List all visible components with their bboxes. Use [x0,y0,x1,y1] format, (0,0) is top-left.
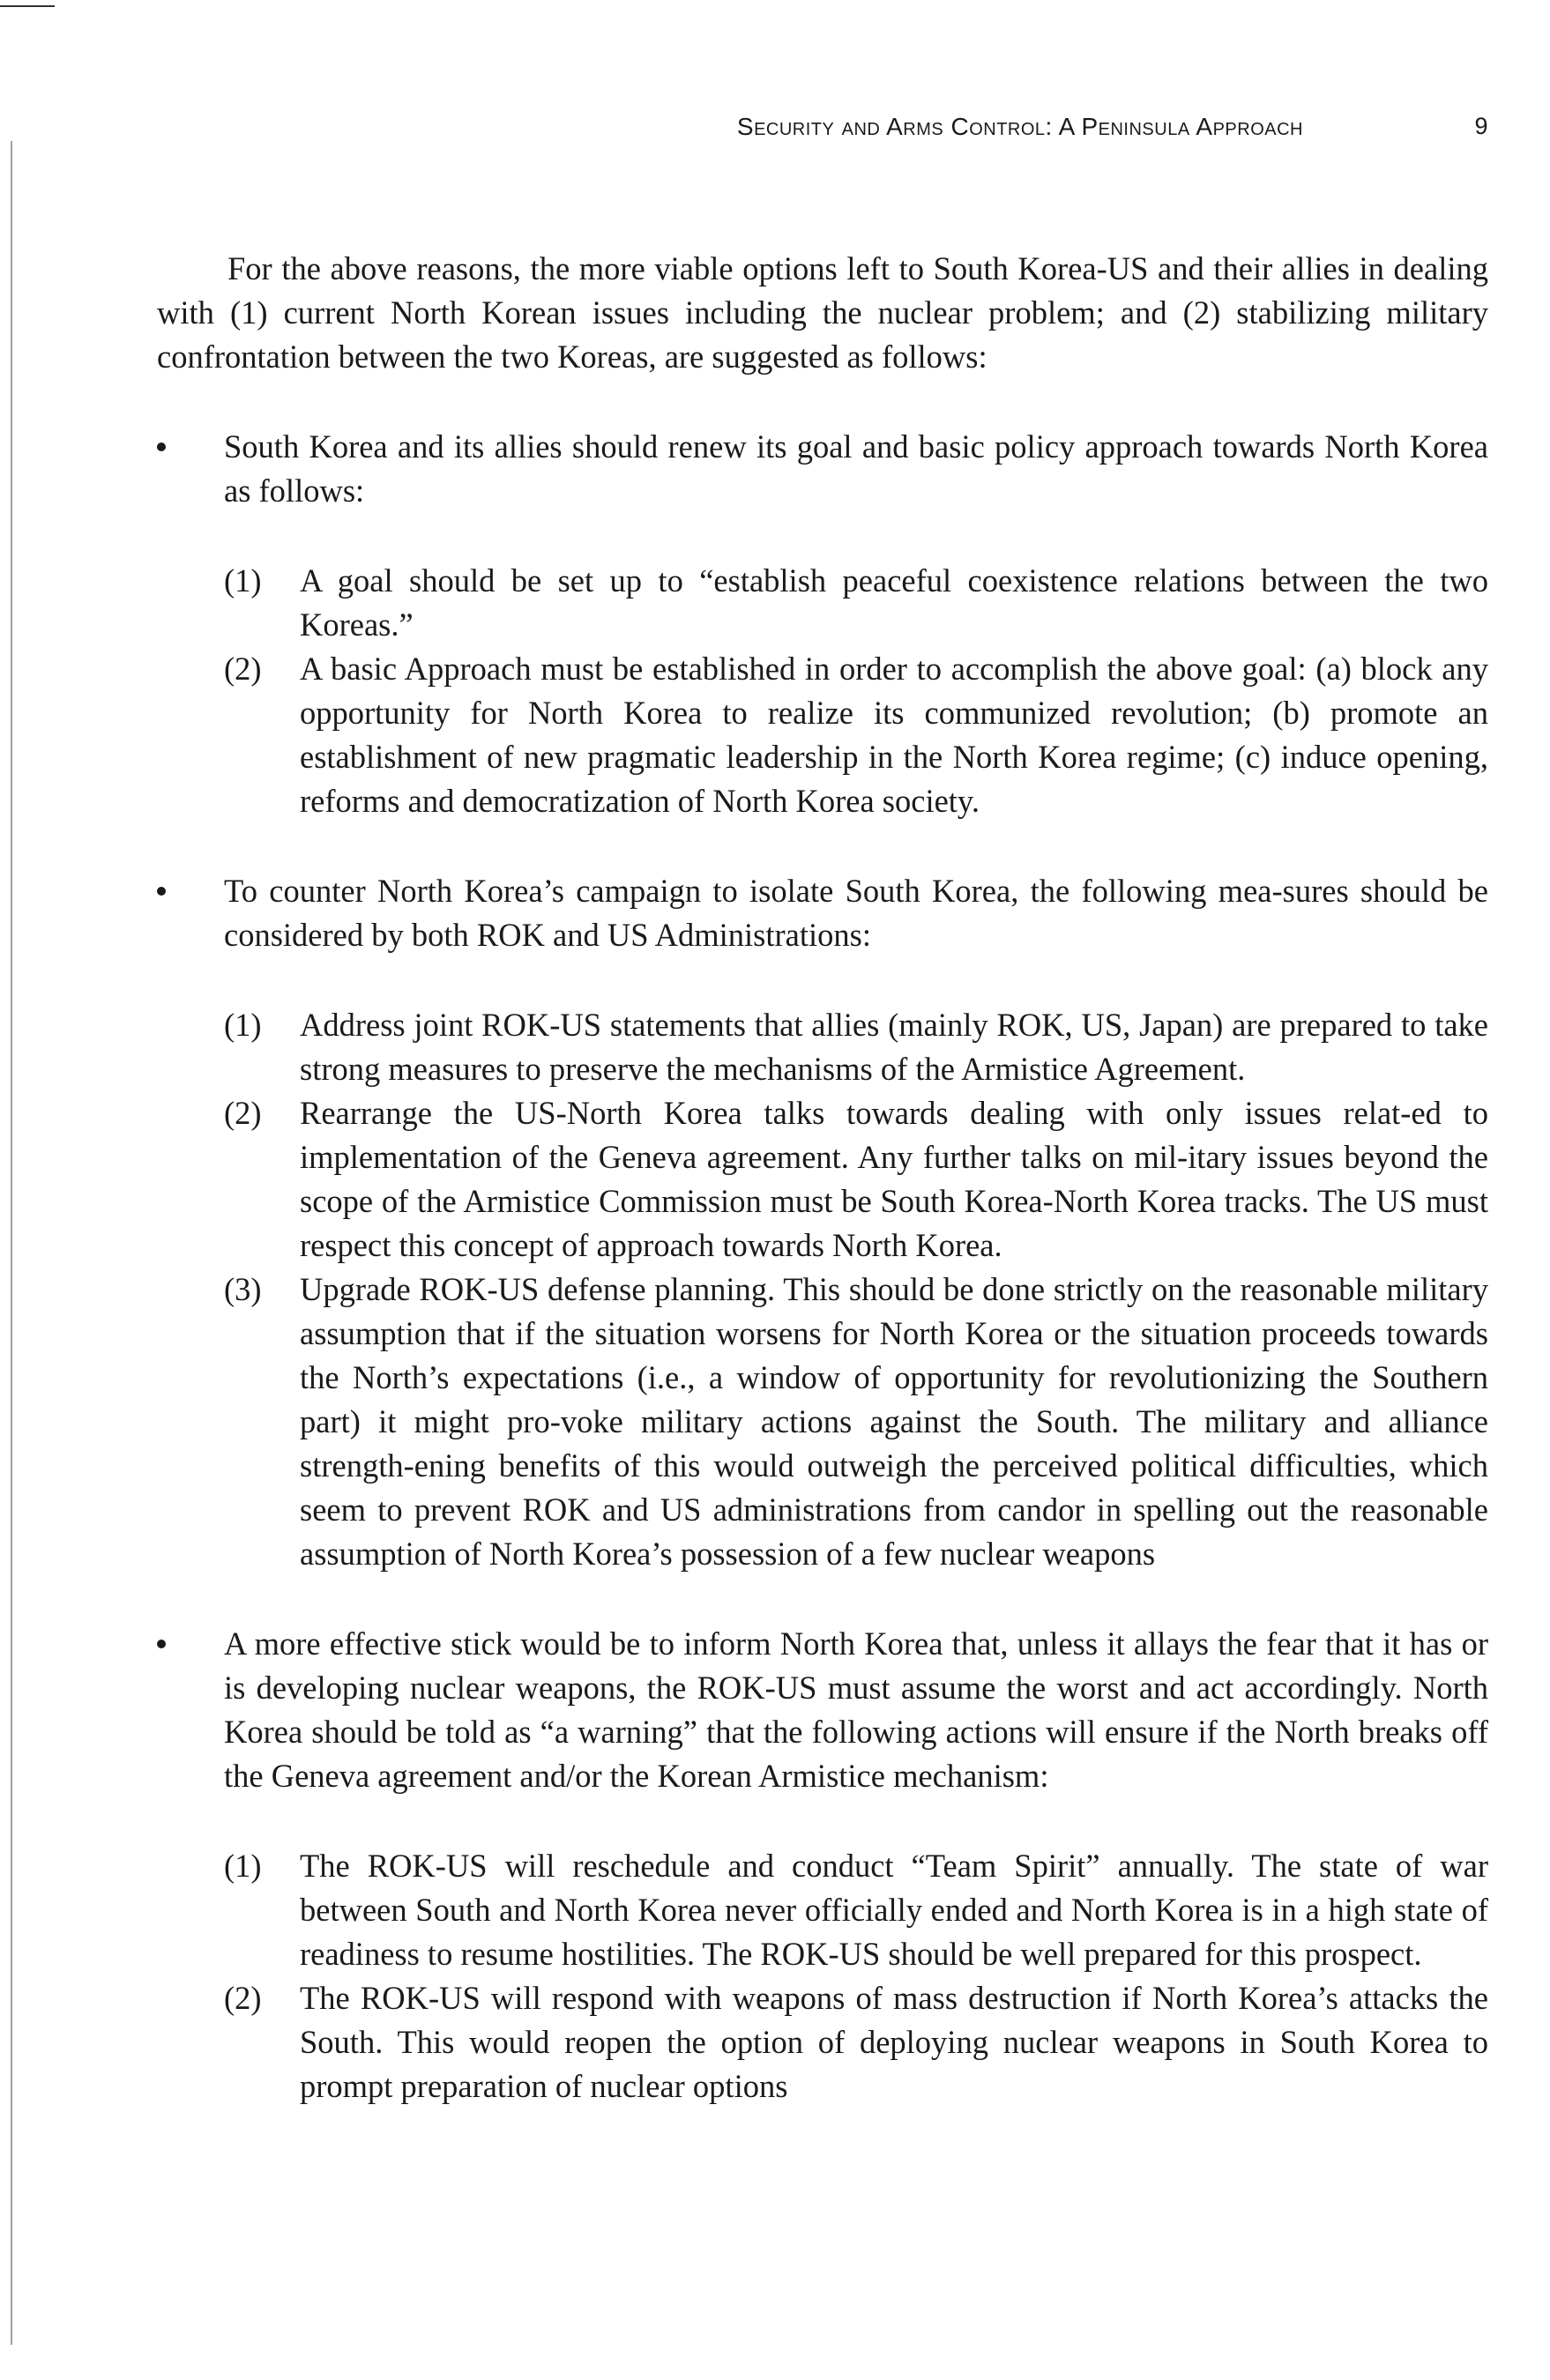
numbered-list [224,559,1488,823]
list-item [224,1003,1488,1091]
bullet-section [157,1622,1488,2109]
item-number: (2) [224,1095,262,1131]
item-text: A basic Approach must be established in order to accomplish the above goal: (a) block any opportunity for North Korea to realize its communized revolution; (b) promote an establishment of new pragmatic leadership in the North Korea regime; (c) induce opening, reforms and democratization of North Korea society. [300,651,1488,819]
bullet-icon [157,1640,166,1648]
bullet-icon [157,887,166,896]
scan-edge-top [0,5,55,7]
bullet-text: To counter North Korea’s campaign to isolate South Korea, the following mea-sures should be considered by both ROK and US Administrations: [224,873,1488,953]
item-number: (1) [224,562,262,599]
bullet-section [157,425,1488,823]
item-text: Rearrange the US-North Korea talks towards dealing with only issues relat-ed to implementation of the Geneva agreement. Any further talks on mil-itary issues beyond the scope of the Armistice Commission must be South Korea-North Korea tracks. The US must respect this concept of approach towards North Korea. [300,1095,1488,1263]
page-number: 9 [1474,113,1488,139]
numbered-list [224,1003,1488,1576]
running-title: Security and Arms Control: A Peninsula Approach [736,113,1303,140]
bullet-text: South Korea and its allies should renew its goal and basic policy approach towards North Korea as follows: [224,428,1488,509]
page-body [157,247,1488,2109]
bullet-section [157,869,1488,1576]
list-item [224,647,1488,823]
list-item [224,1091,1488,1268]
item-text: Address joint ROK-US statements that allies (mainly ROK, US, Japan) are prepared to take strong measures to preserve the mechanisms of the Armistice Agreement. [300,1007,1488,1087]
item-number: (2) [224,1980,262,2016]
item-text: The ROK-US will respond with weapons of mass destruction if North Korea’s attacks the South. This would reopen the option of deploying nuclear weapons in South Korea to prompt preparation of nuclear options [300,1980,1488,2104]
bullet-text: A more effective stick would be to inform North Korea that, unless it allays the fear that it has or is developing nuclear weapons, the ROK-US must assume the worst and act accordingly. North Korea should be told as “a warning” that the following actions will ensure if the North breaks off the Geneva agreement and/or the Korean Armistice mechanism: [224,1625,1488,1794]
item-number: (1) [224,1007,262,1043]
item-text: Upgrade ROK-US defense planning. This should be done strictly on the reasonable military assumption that if the situation worsens for North Korea or the situation proceeds towards the North’s expectations (i.e., a window of opportunity for revolutionizing the Southern part) it might pro-voke military actions against the South. The military and alliance strength-ening benefits of this would outweigh the perceived political difficulties, which seem to prevent ROK and US administrations from candor in spelling out the reasonable assumption of North Korea’s possession of a few nuclear weapons [300,1271,1488,1572]
item-number: (1) [224,1848,262,1884]
bullet-icon [157,443,166,451]
scan-edge-left [11,141,12,2345]
intro-paragraph: For the above reasons, the more viable options left to South Korea-US and their allies in dealing with (1) current North Korean issues including the nuclear problem; and (2) stabilizing military confrontation between the two Koreas, are suggested as follows: [157,250,1488,375]
list-item [224,1844,1488,1976]
list-item [224,1976,1488,2109]
item-number: (3) [224,1271,262,1307]
numbered-list [224,1844,1488,2109]
list-item [224,1268,1488,1576]
item-number: (2) [224,651,262,687]
item-text: The ROK-US will reschedule and conduct “Team Spirit” annually. The state of war between South and North Korea never officially ended and North Korea is in a high state of readiness to resume hostilities. The ROK-US should be well prepared for this prospect. [300,1848,1488,1972]
list-item [224,559,1488,647]
item-text: A goal should be set up to “establish peaceful coexistence relations between the two Koreas.” [300,562,1488,643]
